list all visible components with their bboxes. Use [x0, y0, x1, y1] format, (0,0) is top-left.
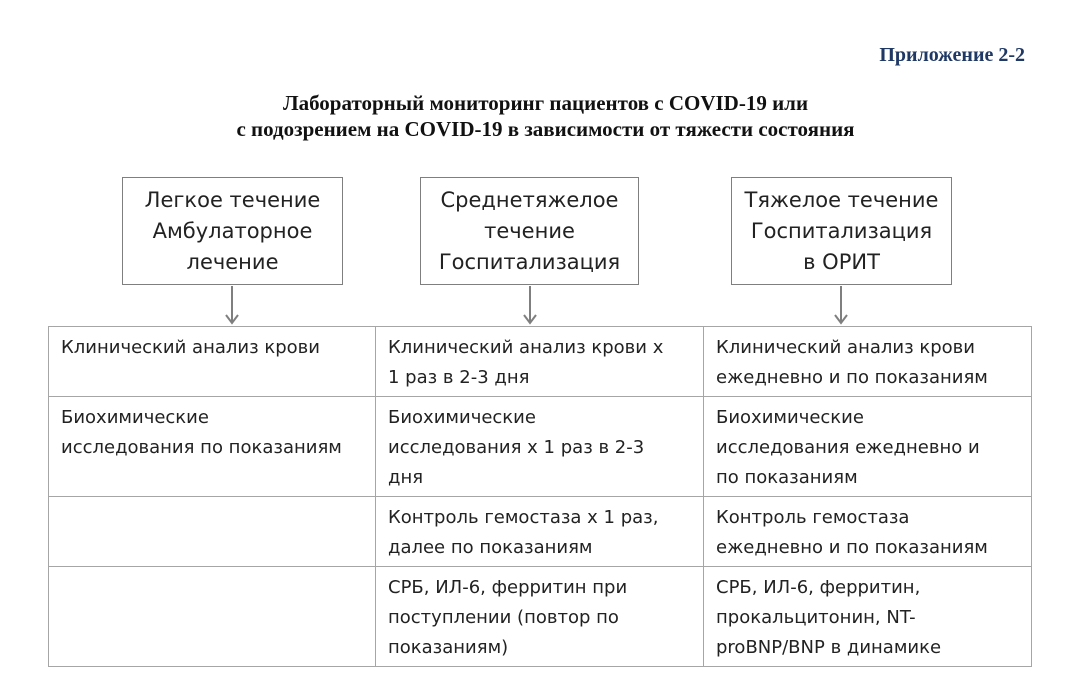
cell-line: исследования х 1 раз в 2-3 [388, 437, 645, 458]
cell-line: прокальцитонин, NT- [716, 607, 916, 628]
table-row [49, 567, 1032, 667]
cell-line: исследования по показаниям [61, 437, 342, 458]
table-row [49, 327, 1032, 397]
cell-line: Биохимические [716, 407, 864, 428]
cell-line: СРБ, ИЛ-6, ферритин при [388, 577, 628, 598]
monitoring-table [48, 326, 1032, 667]
box-line: Тяжелое течение [744, 187, 939, 212]
cell-line: Клинический анализ крови [61, 337, 320, 358]
table-cell [376, 397, 704, 497]
box-line: Госпитализация [438, 249, 621, 274]
box-line: в ОРИТ [803, 249, 880, 274]
title-line-1: Лабораторный мониторинг пациентов с COVID-19 или [282, 91, 809, 115]
table-cell [704, 327, 1032, 397]
table-cell [704, 397, 1032, 497]
table-row [49, 397, 1032, 497]
title-line-2: с подозрением на COVID-19 в зависимости от тяжести состояния [236, 117, 855, 141]
table-cell [376, 327, 704, 397]
cell-line: по показаниям [716, 467, 858, 488]
cell-line: Контроль гемостаза [716, 507, 910, 528]
cell-line: дня [388, 467, 424, 488]
box-line: течение [484, 218, 575, 243]
cell-line: Клинический анализ крови [716, 337, 975, 358]
cell-line: ежедневно и по показаниям [716, 367, 988, 388]
box-line: Госпитализация [750, 218, 933, 243]
cell-line: поступлении (повтор по [388, 607, 619, 628]
cell-line: Биохимические [61, 407, 209, 428]
cell-line: показаниям) [388, 637, 509, 658]
box-line: Среднетяжелое [440, 187, 619, 212]
table-cell [49, 327, 376, 397]
cell-line: далее по показаниям [388, 537, 593, 558]
box-line: Амбулаторное [152, 218, 313, 243]
table-cell [49, 397, 376, 497]
table-cell [49, 497, 376, 567]
cell-line: СРБ, ИЛ-6, ферритин, [716, 577, 921, 598]
cell-line: исследования ежедневно и [716, 437, 980, 458]
table-cell [704, 497, 1032, 567]
cell-line: Контроль гемостаза х 1 раз, [388, 507, 659, 528]
cell-line: Клинический анализ крови х [388, 337, 664, 358]
table-cell [704, 567, 1032, 667]
cell-line: proBNP/BNP в динамике [716, 637, 942, 658]
table-cell [49, 567, 376, 667]
table-row [49, 497, 1032, 567]
appendix-label: Приложение 2-2 [879, 44, 1025, 66]
cell-line: 1 раз в 2-3 дня [388, 367, 530, 388]
cell-line: Биохимические [388, 407, 536, 428]
table-cell [376, 497, 704, 567]
cell-line: ежедневно и по показаниям [716, 537, 988, 558]
box-line: Легкое течение [144, 187, 321, 212]
table-cell [376, 567, 704, 667]
box-line: лечение [186, 249, 279, 274]
